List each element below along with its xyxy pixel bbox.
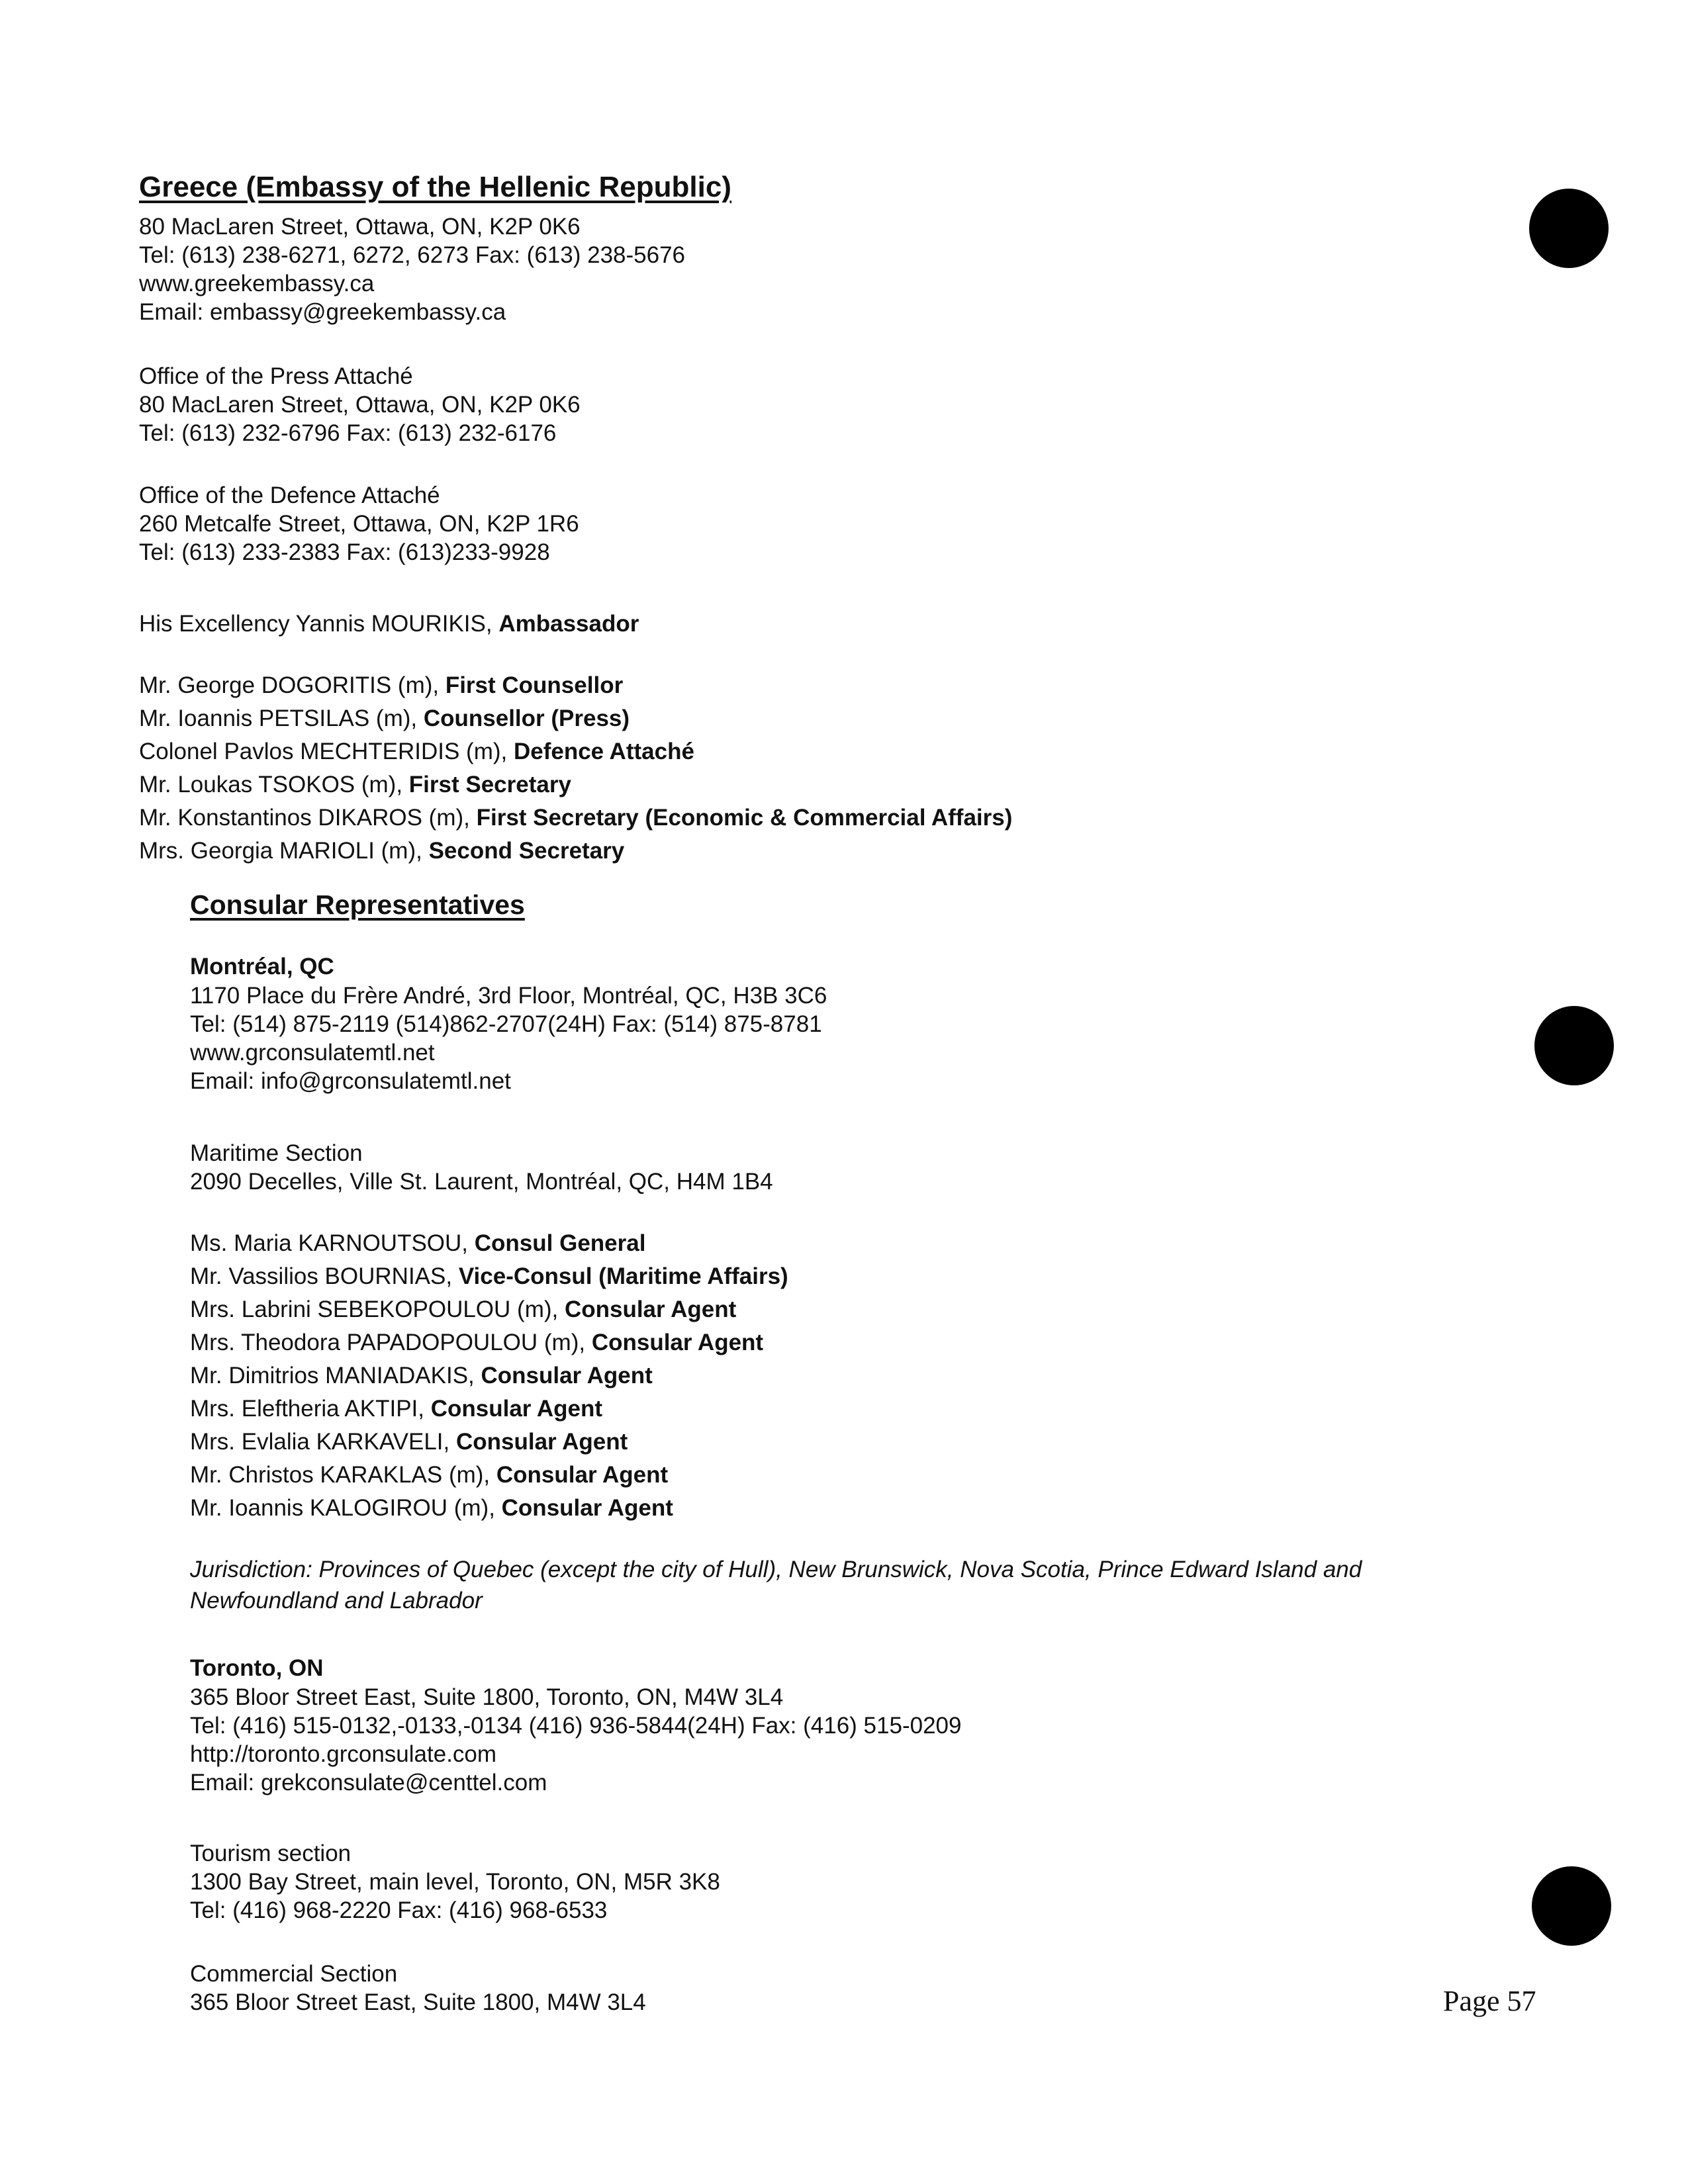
consular-staff-role: Consular Agent bbox=[455, 1429, 628, 1455]
staff-entry bbox=[139, 672, 623, 700]
embassy-tel: Tel: (613) 238-6271, 6272, 6273 Fax: (613) 238-5676 bbox=[139, 242, 686, 268]
montreal-tel: Tel: (514) 875-2119 (514)862-2707(24H) Fax: (514) 875-8781 bbox=[190, 1011, 822, 1037]
staff-role: Second Secretary bbox=[428, 838, 625, 864]
consular-staff-name: Mrs. Theodora PAPADOPOULOU (m), bbox=[190, 1330, 592, 1355]
consular-staff-entry bbox=[190, 1362, 653, 1390]
consular-staff-name: Mrs. Evlalia KARKAVELI, bbox=[190, 1429, 456, 1455]
consular-staff-entry bbox=[190, 1428, 628, 1456]
consular-staff-name: Mr. Vassilios BOURNIAS, bbox=[190, 1263, 459, 1289]
consular-staff-role: Consular Agent bbox=[496, 1462, 669, 1488]
consular-staff-name: Ms. Maria KARNOUTSOU, bbox=[190, 1230, 475, 1256]
consular-staff-entry bbox=[190, 1263, 788, 1291]
staff-name: Mrs. Georgia MARIOLI (m), bbox=[139, 838, 429, 864]
staff-name: Mr. Konstantinos DIKAROS (m), bbox=[139, 805, 477, 831]
consular-staff-role: Consular Agent bbox=[481, 1363, 653, 1388]
consular-staff-role: Consular Agent bbox=[591, 1330, 764, 1355]
consular-staff-entry bbox=[190, 1296, 736, 1324]
ambassador-entry bbox=[139, 610, 639, 638]
consular-staff-role: Consular Agent bbox=[430, 1396, 603, 1422]
consular-staff-role: Consular Agent bbox=[501, 1495, 673, 1521]
embassy-web-link[interactable]: www.greekembassy.ca bbox=[139, 271, 375, 296]
press-office-name: Office of the Press Attaché bbox=[139, 363, 413, 389]
toronto-address: 365 Bloor Street East, Suite 1800, Toronto, ON, M4W 3L4 bbox=[190, 1684, 784, 1710]
staff-entry bbox=[139, 705, 630, 733]
staff-role: Counsellor (Press) bbox=[423, 705, 630, 731]
staff-name: Colonel Pavlos MECHTERIDIS (m), bbox=[139, 739, 514, 764]
consular-staff-name: Mr. Christos KARAKLAS (m), bbox=[190, 1462, 496, 1488]
ambassador-role: Ambassador bbox=[498, 611, 639, 637]
consular-staff-entry bbox=[190, 1230, 645, 1257]
consular-staff-entry bbox=[190, 1494, 673, 1522]
montreal-web-link[interactable]: www.grconsulatemtl.net bbox=[190, 1040, 435, 1066]
punch-hole-top bbox=[1529, 189, 1609, 268]
montreal-address: 1170 Place du Frère André, 3rd Floor, Montréal, QC, H3B 3C6 bbox=[190, 983, 827, 1009]
staff-entry bbox=[139, 804, 1012, 832]
staff-name: Mr. George DOGORITIS (m), bbox=[139, 672, 445, 698]
maritime-section-address: 2090 Decelles, Ville St. Laurent, Montréal, QC, H4M 1B4 bbox=[190, 1169, 773, 1195]
tourism-section-tel: Tel: (416) 968-2220 Fax: (416) 968-6533 bbox=[190, 1897, 608, 1923]
consular-staff-entry bbox=[190, 1329, 763, 1357]
defence-office-address: 260 Metcalfe Street, Ottawa, ON, K2P 1R6 bbox=[139, 511, 579, 537]
defence-office-tel: Tel: (613) 233-2383 Fax: (613)233-9928 bbox=[139, 539, 550, 565]
embassy-address: 80 MacLaren Street, Ottawa, ON, K2P 0K6 bbox=[139, 214, 581, 240]
consular-staff-name: Mr. Ioannis KALOGIROU (m), bbox=[190, 1495, 502, 1521]
consular-heading: Consular Representatives bbox=[190, 889, 525, 920]
commercial-section-name: Commercial Section bbox=[190, 1961, 398, 1987]
staff-role: First Secretary (Economic & Commercial Affairs) bbox=[476, 805, 1013, 831]
press-office-address: 80 MacLaren Street, Ottawa, ON, K2P 0K6 bbox=[139, 392, 581, 418]
consular-staff-name: Mrs. Eleftheria AKTIPI, bbox=[190, 1396, 431, 1422]
staff-entry bbox=[139, 771, 571, 799]
embassy-title: Greece (Embassy of the Hellenic Republic) bbox=[139, 171, 731, 203]
consular-staff-entry bbox=[190, 1461, 668, 1489]
consular-staff-role: Vice-Consul (Maritime Affairs) bbox=[458, 1263, 788, 1289]
press-office-tel: Tel: (613) 232-6796 Fax: (613) 232-6176 bbox=[139, 420, 557, 446]
embassy-email-link[interactable]: Email: embassy@greekembassy.ca bbox=[139, 299, 506, 325]
commercial-section-address: 365 Bloor Street East, Suite 1800, M4W 3L4 bbox=[190, 1989, 646, 2015]
toronto-tel: Tel: (416) 515-0132,-0133,-0134 (416) 936-5844(24H) Fax: (416) 515-0209 bbox=[190, 1713, 962, 1739]
consular-staff-entry bbox=[190, 1395, 602, 1423]
defence-office-name: Office of the Defence Attaché bbox=[139, 482, 440, 508]
consular-staff-role: Consular Agent bbox=[564, 1297, 737, 1322]
consular-staff-role: Consul General bbox=[474, 1230, 646, 1256]
page-number: Page 57 bbox=[1443, 1985, 1536, 2017]
staff-role: First Counsellor bbox=[445, 672, 624, 698]
tourism-section-name: Tourism section bbox=[190, 1841, 352, 1866]
consular-staff-name: Mr. Dimitrios MANIADAKIS, bbox=[190, 1363, 481, 1388]
montreal-city: Montréal, QC bbox=[190, 954, 334, 979]
jurisdiction-text-line1: Jurisdiction: Provinces of Quebec (except the city of Hull), New Brunswick, Nova Scotia, Prince Edward Island and bbox=[190, 1557, 1362, 1582]
jurisdiction-text-line2: Newfoundland and Labrador bbox=[190, 1588, 483, 1614]
staff-role: First Secretary bbox=[408, 772, 571, 797]
toronto-email-link[interactable]: Email: grekconsulate@centtel.com bbox=[190, 1770, 547, 1796]
toronto-web-link[interactable]: http://toronto.grconsulate.com bbox=[190, 1741, 497, 1767]
staff-entry bbox=[139, 738, 694, 766]
punch-hole-bottom bbox=[1532, 1866, 1611, 1946]
tourism-section-address: 1300 Bay Street, main level, Toronto, ON, M5R 3K8 bbox=[190, 1869, 720, 1895]
staff-name: Mr. Loukas TSOKOS (m), bbox=[139, 772, 409, 797]
montreal-email-link[interactable]: Email: info@grconsulatemtl.net bbox=[190, 1068, 511, 1094]
staff-role: Defence Attaché bbox=[513, 739, 694, 764]
staff-entry bbox=[139, 837, 624, 865]
ambassador-name: His Excellency Yannis MOURIKIS, bbox=[139, 611, 499, 637]
consular-staff-name: Mrs. Labrini SEBEKOPOULOU (m), bbox=[190, 1297, 565, 1322]
punch-hole-middle bbox=[1534, 1006, 1614, 1085]
staff-name: Mr. Ioannis PETSILAS (m), bbox=[139, 705, 424, 731]
toronto-city: Toronto, ON bbox=[190, 1655, 324, 1681]
maritime-section-name: Maritime Section bbox=[190, 1140, 363, 1166]
